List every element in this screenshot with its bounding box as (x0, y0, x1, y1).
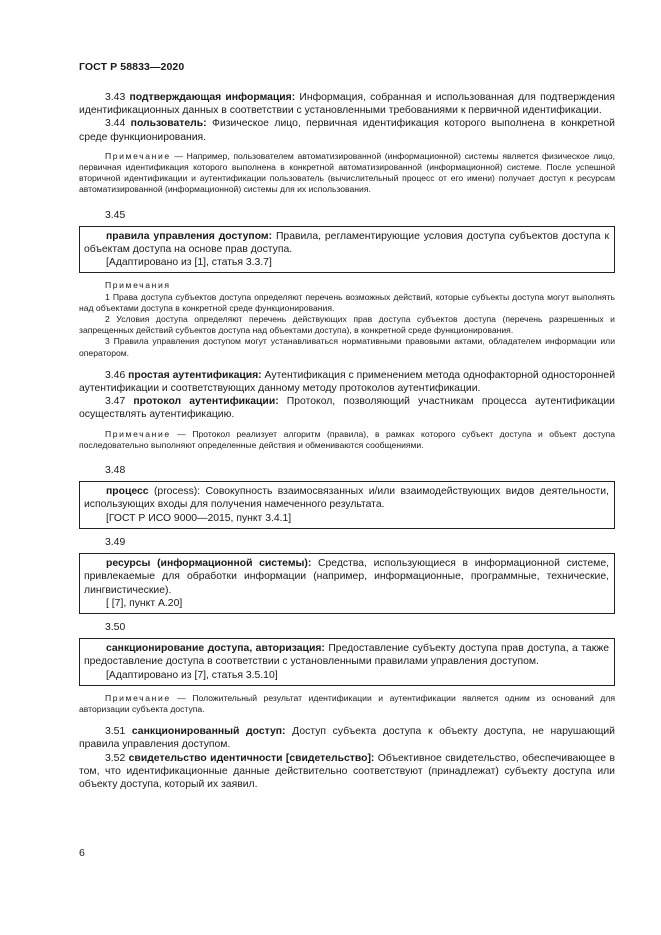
term-entry (79, 369, 615, 395)
term-entry (84, 557, 609, 597)
note (79, 151, 615, 196)
note-label: Примечание (105, 692, 171, 703)
term-source: [ГОСТ Р ИСО 9000—2015, пункт 3.4.1] (106, 512, 292, 524)
document-header: ГОСТ Р 58833—2020 (79, 61, 185, 73)
note-label: Примечание (105, 150, 171, 161)
note-item: 3 Правила управления доступом могут устанавливаться нормативными правовыми актами, обладателем информации или оператором. (79, 336, 615, 358)
term-entry (84, 485, 609, 511)
term-definition: Физическое лицо, первичная идентификация которого выполнена в конкретной среде функционирования. (79, 118, 615, 143)
term-definition: Протокол, позволяющий участникам процесса аутентификации осуществлять аутентификацию. (79, 396, 615, 421)
term-entry (79, 91, 615, 117)
note-label: Примечание (105, 428, 171, 439)
term-definition: Информация, собранная и использованная для подтверждения идентификационных данных в соответствии с установленными требованиями к первичной идентификации. (79, 92, 615, 117)
note (79, 429, 615, 451)
term-entry (84, 642, 609, 668)
term-definition: Правила, регламентирующие условия доступа субъектов доступа к объектам доступа на основе прав доступа. (84, 230, 610, 256)
term-definition: Объективное свидетельство, обеспечивающее в том, что идентификационные данные действительно соответствуют (принадлежат) субъекту доступа или объекту доступа, который их заявил. (79, 752, 615, 790)
term-entry (79, 117, 615, 143)
note-text: — Положительный результат идентификации и аутентификации является одним из оснований для авторизации субъекта доступа. (79, 692, 615, 714)
term-source: [ [7], пункт А.20] (106, 597, 183, 609)
term-box (79, 638, 615, 686)
term-box (79, 481, 615, 529)
term-number: 3.44 (105, 118, 126, 130)
term-entry (79, 752, 615, 792)
term-source: [Адаптировано из [7], статья 3.5.10] (106, 669, 278, 681)
term-name: свидетельство идентичности [свидетельство]: (128, 752, 375, 764)
note-text: — Например, пользователем автоматизированной (информационной) системы является физическое лицо, первичная идентификация которого выполнена в конкретной автоматизированной (информационной) системе. После успешной вторичной идентификации и аутентификации пользователь (вычислительный процесс от его имени) получает доступ к ресурсам автоматизированной (информационной) системы для их использования. (79, 150, 615, 195)
term-number: 3.45 (105, 209, 126, 221)
term-name: ресурсы (информационной системы): (106, 558, 312, 570)
term-source: [Адаптировано из [1], статья 3.3.7] (106, 257, 272, 269)
term-entry (79, 395, 615, 421)
term-box (79, 226, 615, 274)
term-number: 3.43 (105, 92, 126, 103)
term-number: 3.49 (105, 536, 126, 548)
term-number: 3.52 (105, 752, 126, 764)
term-name: санкционирование доступа, авторизация: (106, 643, 325, 655)
term-definition: Предоставление субъекту доступа прав доступа, а также предоставление доступа в соответствии с установленными правилами управления доступом. (84, 643, 609, 668)
term-number: 3.47 (105, 396, 126, 408)
term-name: протокол аутентификации: (133, 396, 279, 408)
term-entry (84, 230, 609, 256)
term-name: пользователь: (130, 118, 207, 130)
term-name: простая аутентификация: (128, 369, 262, 381)
term-number: 3.50 (105, 621, 126, 633)
document-body (79, 91, 615, 791)
term-name: правила управления доступом: (106, 230, 273, 242)
term-number: 3.51 (105, 726, 126, 738)
term-definition: Аутентификация с применением метода однофакторной односторонней аутентификации и соответствующих данному методу протоколов аутентификации. (79, 369, 616, 395)
note-item: 1 Права доступа субъектов доступа определяют перечень возможных действий, которые субъекты доступа могут выполнять над объектами доступа в конкретной среде функционирования. (79, 291, 615, 313)
term-definition: Средства, использующиеся в информационной системе, привлекаемые для обработки информации (например, информационные, программные, технические, лингвистические). (84, 558, 609, 596)
notes-label: Примечания (105, 280, 171, 291)
page-number: 6 (79, 847, 85, 859)
term-definition: Доступ субъекта доступа к объекту доступа, не нарушающий правила управления доступом. (79, 726, 615, 751)
term-name: подтверждающая информация: (129, 92, 296, 103)
term-definition: (process): Совокупность взаимосвязанных и/или взаимодействующих видов деятельности, использующих входы для получения намеченного результата. (84, 486, 609, 511)
term-number: 3.48 (105, 465, 126, 477)
term-entry (79, 725, 615, 751)
term-name: санкционированный доступ: (131, 726, 286, 738)
term-name: процесс (106, 486, 149, 498)
note (79, 693, 615, 715)
term-box (79, 553, 615, 614)
term-number: 3.46 (105, 369, 126, 381)
note-text: — Протокол реализует алгоритм (правила), в рамках которого субъект доступа и объект доступа последовательно выполняют определенные действия и обмениваются сообщениями. (79, 428, 615, 450)
note-item: 2 Условия доступа определяют перечень действующих прав доступа субъектов доступа (перечень разрешенных и запрещенных действий субъектов доступа над объектами доступа), в конкретной среде функционирования. (79, 314, 615, 336)
